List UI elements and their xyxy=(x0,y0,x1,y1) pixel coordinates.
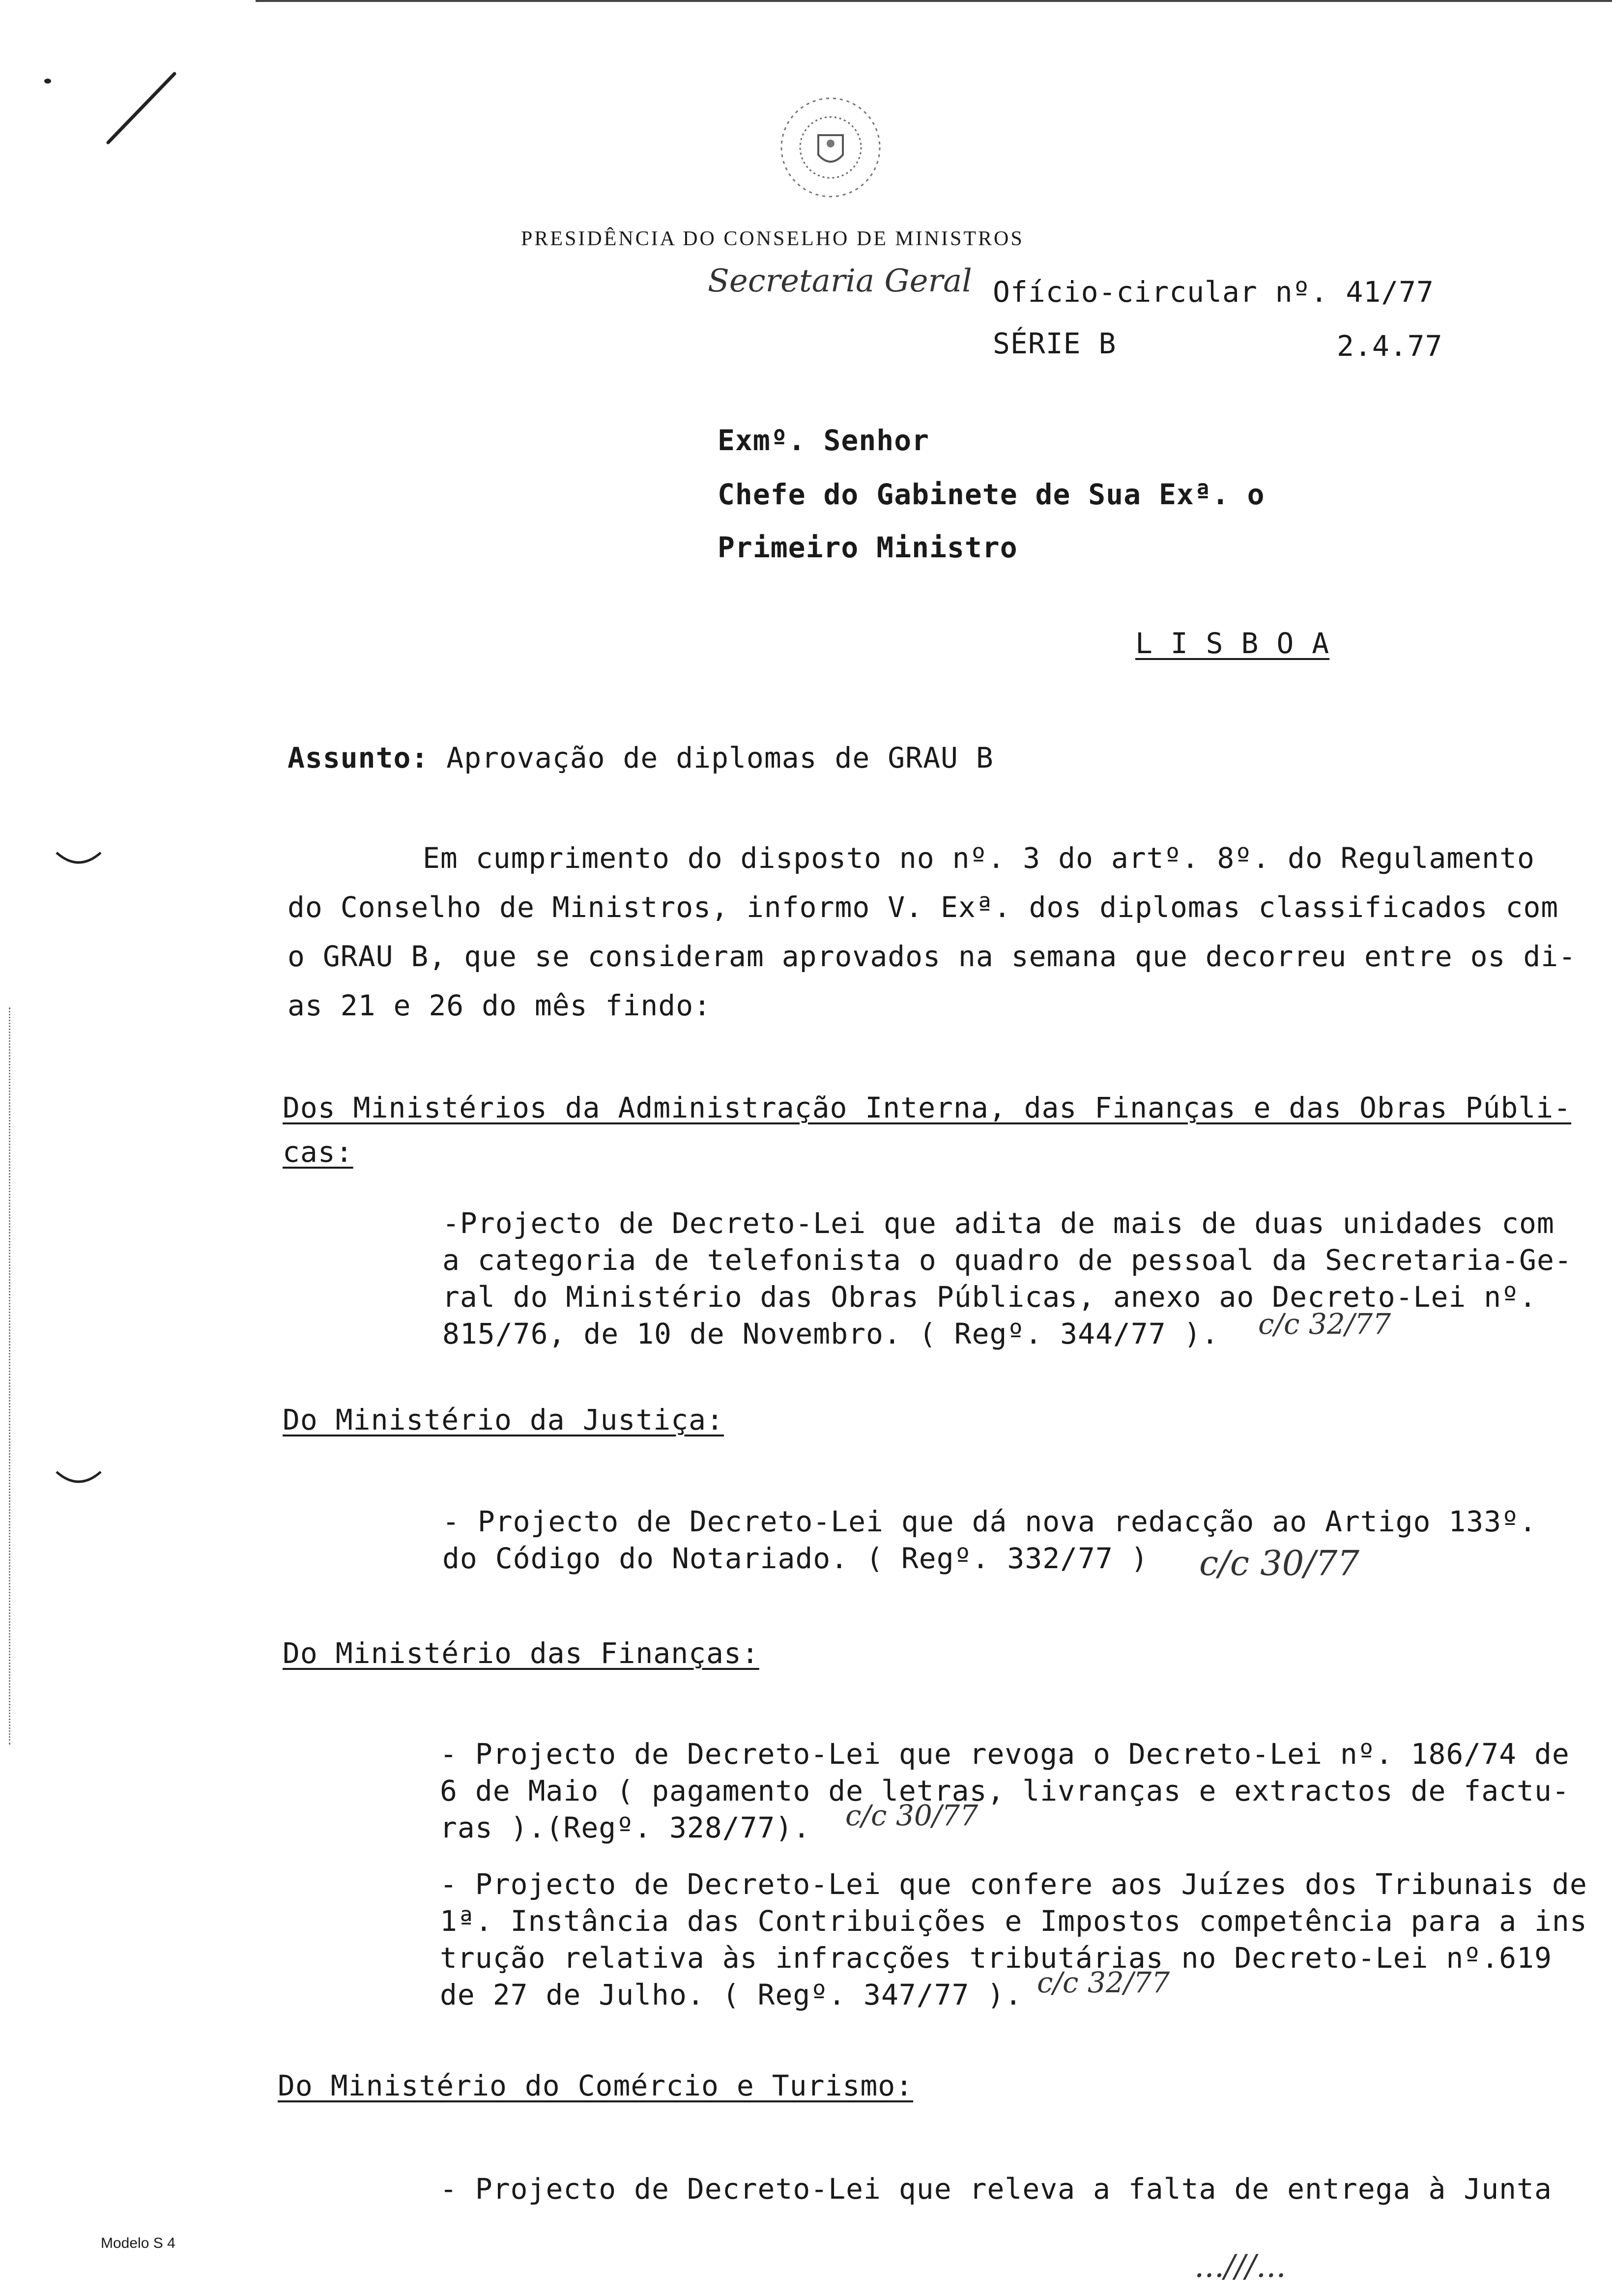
item-line: a categoria de telefonista o quadro de pessoal da Secretaria-Ge- xyxy=(442,1243,1572,1277)
series-label: SÉRIE B xyxy=(993,327,1117,360)
item-line: - Projecto de Decreto-Lei que dá nova redacção ao Artigo 133º. xyxy=(442,1505,1537,1538)
subject-line xyxy=(288,741,994,775)
item-line: 1ª. Instância das Contribuições e Impostos competência para a ins xyxy=(440,1904,1587,1938)
intro-line: Em cumprimento do disposto no nº. 3 do artº. 8º. do Regulamento xyxy=(423,841,1535,875)
intro-line: as 21 e 26 do mês findo: xyxy=(288,989,712,1022)
item-line: - Projecto de Decreto-Lei que releva a falta de entrega à Junta xyxy=(440,2172,1552,2206)
intro-line: do Conselho de Ministros, informo V. Exª. dos diplomas classificados com xyxy=(288,890,1559,924)
item-line: ras ).(Regº. 328/77). xyxy=(440,1811,811,1844)
item-line: de 27 de Julho. ( Regº. 347/77 ). xyxy=(440,1978,1023,2011)
section-heading: Do Ministério do Comércio e Turismo: xyxy=(278,2069,914,2102)
top-rule xyxy=(256,0,1612,2)
intro-line: o GRAU B, que se consideram aprovados na semana que decorreu entre os di- xyxy=(288,940,1577,973)
item-line: - Projecto de Decreto-Lei que revoga o Decreto-Lei nº. 186/74 de xyxy=(440,1737,1570,1771)
handwritten-annotation: c/c 32/77 xyxy=(1037,1966,1170,1999)
document-date: 2.4.77 xyxy=(1337,329,1443,363)
left-edge-line xyxy=(9,1007,11,1745)
continuation-mark: ...///... xyxy=(1194,2248,1286,2285)
document-reference: Ofício-circular nº. 41/77 xyxy=(993,275,1434,309)
section-heading: Dos Ministérios da Administração Interna, das Finanças e das Obras Públi- xyxy=(283,1091,1572,1124)
addressee-salutation: Exmº. Senhor xyxy=(718,424,930,457)
form-code: Modelo S 4 xyxy=(101,2235,175,2251)
section-heading: Do Ministério das Finanças: xyxy=(283,1636,759,1670)
binder-hole-mark xyxy=(54,845,103,875)
item-line: trução relativa às infracções tributárias no Decreto-Lei nº.619 xyxy=(440,1941,1552,1975)
department-signature: Secretaria Geral xyxy=(708,263,972,299)
addressee-title: Chefe do Gabinete de Sua Exª. o xyxy=(718,478,1265,511)
subject-label: Assunto: xyxy=(288,741,429,775)
item-line: -Projecto de Decreto-Lei que adita de mais de duas unidades com xyxy=(442,1206,1554,1240)
section-heading: cas: xyxy=(283,1135,353,1169)
item-line: 6 de Maio ( pagamento de letras, livranças e extractos de factu- xyxy=(440,1774,1570,1808)
handwritten-annotation: c/c 30/77 xyxy=(1199,1543,1359,1583)
handwritten-annotation: c/c 30/77 xyxy=(845,1799,979,1832)
addressee-name: Primeiro Ministro xyxy=(718,531,1018,564)
item-line: ral do Ministério das Obras Públicas, anexo ao Decreto-Lei nº. xyxy=(442,1280,1537,1314)
item-line: 815/76, de 10 de Novembro. ( Regº. 344/77 ). xyxy=(442,1317,1219,1350)
addressee-city: L I S B O A xyxy=(1135,627,1330,660)
organization-name: PRESIDÊNCIA DO CONSELHO DE MINISTROS xyxy=(521,228,1024,250)
item-line: do Código do Notariado. ( Regº. 332/77 ) xyxy=(442,1542,1149,1575)
ink-dot xyxy=(44,79,51,84)
pen-stroke-mark xyxy=(93,59,192,157)
handwritten-annotation: c/c 32/77 xyxy=(1258,1307,1391,1341)
subject-text: Aprovação de diplomas de GRAU B xyxy=(446,741,994,775)
item-line: - Projecto de Decreto-Lei que confere aos Juízes dos Tribunais de xyxy=(440,1867,1587,1901)
coat-of-arms-seal xyxy=(772,88,890,206)
binder-hole-mark xyxy=(54,1464,103,1494)
section-heading: Do Ministério da Justiça: xyxy=(283,1403,724,1436)
